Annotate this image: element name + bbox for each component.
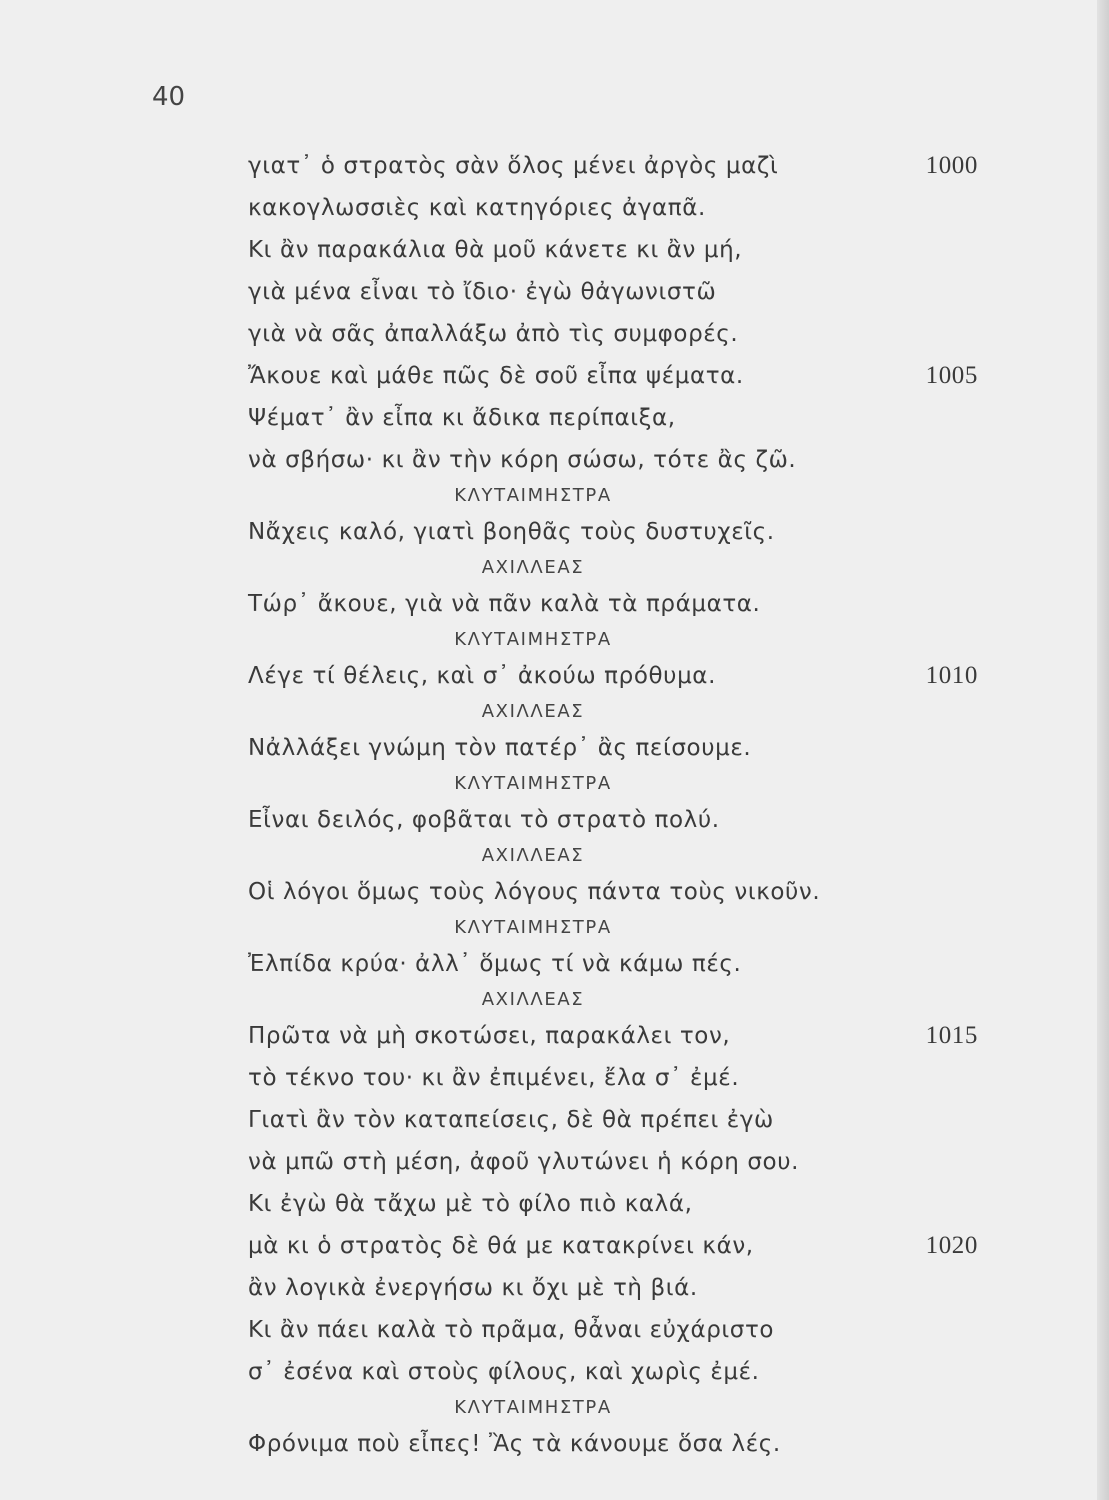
verse-text-span: Φρόνιμα ποὺ εἶπες! Ἂς τὰ κάνουμε ὅσα λές. [248, 1431, 781, 1457]
page-edge [1097, 0, 1109, 1500]
verse-text-span: Νἀλλάξει γνώμη τὸν πατέρ᾽ ἂς πείσουμε. [248, 735, 752, 761]
verse-text-span: Νἄχεις καλό, γιατὶ βοηθᾶς τοὺς δυστυχεῖς. [248, 519, 775, 545]
verse-text-span: γιατ᾽ ὁ στρατὸς σὰν ὅλος μένει ἀργὸς μαζὶ [248, 153, 779, 179]
verse-text-span: Λέγε τί θέλεις, καὶ σ᾽ ἀκούω πρόθυμα. [248, 663, 716, 689]
verse-line [248, 1099, 978, 1141]
verse-text-span: Κι ἐγὼ θὰ τἄχω μὲ τὸ φίλο πιὸ καλά, [248, 1191, 693, 1217]
verse-line [248, 799, 978, 841]
line-number: 1010 [925, 662, 978, 689]
verse-line [248, 397, 978, 439]
verse-line [248, 727, 978, 769]
verse-line [248, 271, 978, 313]
verse-line [248, 1057, 978, 1099]
line-number: 1020 [925, 1232, 978, 1259]
verse-text-span: Τώρ᾽ ἄκουε, γιὰ νὰ πᾶν καλὰ τὰ πράματα. [248, 591, 761, 617]
verse-text-span: Ἄκουε καὶ μάθε πῶς δὲ σοῦ εἶπα ψέματα. [248, 363, 744, 389]
verse-line [248, 313, 978, 355]
speaker-name: ΑΧΙΛΛΕΑΣ [481, 701, 585, 722]
verse-text-span: Κι ἂν παρακάλια θὰ μοῦ κάνετε κι ἂν μή, [248, 237, 743, 263]
verse-line [248, 1267, 978, 1309]
verse-line [248, 871, 978, 913]
speaker-name: ΚΛΥΤΑΙΜΗΣΤΡΑ [454, 773, 612, 794]
line-number: 1000 [925, 152, 978, 179]
verse-line [248, 1225, 978, 1267]
verse-line [248, 187, 978, 229]
verse-text-span: Εἶναι δειλός, φοβᾶται τὸ στρατὸ πολύ. [248, 807, 720, 833]
line-number: 1005 [925, 362, 978, 389]
verse-line [248, 1309, 978, 1351]
speaker-name: ΚΛΥΤΑΙΜΗΣΤΡΑ [454, 629, 612, 650]
verse-text-span: μὰ κι ὁ στρατὸς δὲ θά με κατακρίνει κάν, [248, 1233, 754, 1259]
verse-text-span: νὰ μπῶ στὴ μέση, ἀφοῦ γλυτώνει ἡ κόρη σου. [248, 1149, 800, 1175]
verse-line [248, 1423, 978, 1465]
verse-text-span: ἂν λογικὰ ἐνεργήσω κι ὄχι μὲ τὴ βιά. [248, 1275, 698, 1301]
verse-text-span: γιὰ νὰ σᾶς ἀπαλλάξω ἀπὸ τὶς συμφορές. [248, 321, 739, 347]
verse-text-span: Γιατὶ ἂν τὸν καταπείσεις, δὲ θὰ πρέπει ἐγὼ [248, 1107, 774, 1133]
verse-text-span: Ἐλπίδα κρύα· ἀλλ᾽ ὅμως τί νὰ κάμω πές. [248, 951, 742, 977]
verse-text-span: γιὰ μένα εἶναι τὸ ἴδιο· ἐγὼ θἀγωνιστῶ [248, 279, 717, 305]
verse-text-span: Πρῶτα νὰ μὴ σκοτώσει, παρακάλει τον, [248, 1023, 731, 1049]
verse-line [248, 145, 978, 187]
verse-line [248, 229, 978, 271]
verse-text-span: Ψέματ᾽ ἂν εἶπα κι ἄδικα περίπαιξα, [248, 405, 676, 431]
verse-line [248, 439, 978, 481]
verse-line [248, 511, 978, 553]
verse-text-span: νὰ σβήσω· κι ἂν τὴν κόρη σώσω, τότε ἂς ζῶ. [248, 447, 797, 473]
verse-line [248, 1183, 978, 1225]
verse-line [248, 1015, 978, 1057]
verse-line [248, 1351, 978, 1393]
speaker-name: ΚΛΥΤΑΙΜΗΣΤΡΑ [454, 1397, 612, 1418]
verse-line [248, 943, 978, 985]
speaker-name: ΚΛΥΤΑΙΜΗΣΤΡΑ [454, 917, 612, 938]
verse-text [248, 145, 978, 1465]
verse-text-span: τὸ τέκνο του· κι ἂν ἐπιμένει, ἔλα σ᾽ ἐμέ. [248, 1065, 740, 1091]
verse-text-span: Οἱ λόγοι ὅμως τοὺς λόγους πάντα τοὺς νικοῦν. [248, 879, 821, 905]
verse-line [248, 355, 978, 397]
verse-line [248, 1141, 978, 1183]
speaker-name: ΚΛΥΤΑΙΜΗΣΤΡΑ [454, 485, 612, 506]
verse-text-span: σ᾽ ἐσένα καὶ στοὺς φίλους, καὶ χωρὶς ἐμέ. [248, 1359, 760, 1385]
speaker-name: ΑΧΙΛΛΕΑΣ [481, 845, 585, 866]
verse-line [248, 583, 978, 625]
line-number: 1015 [925, 1022, 978, 1049]
speaker-name: ΑΧΙΛΛΕΑΣ [481, 989, 585, 1010]
verse-text-span: Κι ἂν πάει καλὰ τὸ πρᾶμα, θἆναι εὐχάριστο [248, 1317, 775, 1343]
speaker-name: ΑΧΙΛΛΕΑΣ [481, 557, 585, 578]
verse-line [248, 655, 978, 697]
page-number: 40 [152, 82, 186, 112]
verse-text-span: κακογλωσσιὲς καὶ κατηγόριες ἀγαπᾶ. [248, 195, 706, 221]
